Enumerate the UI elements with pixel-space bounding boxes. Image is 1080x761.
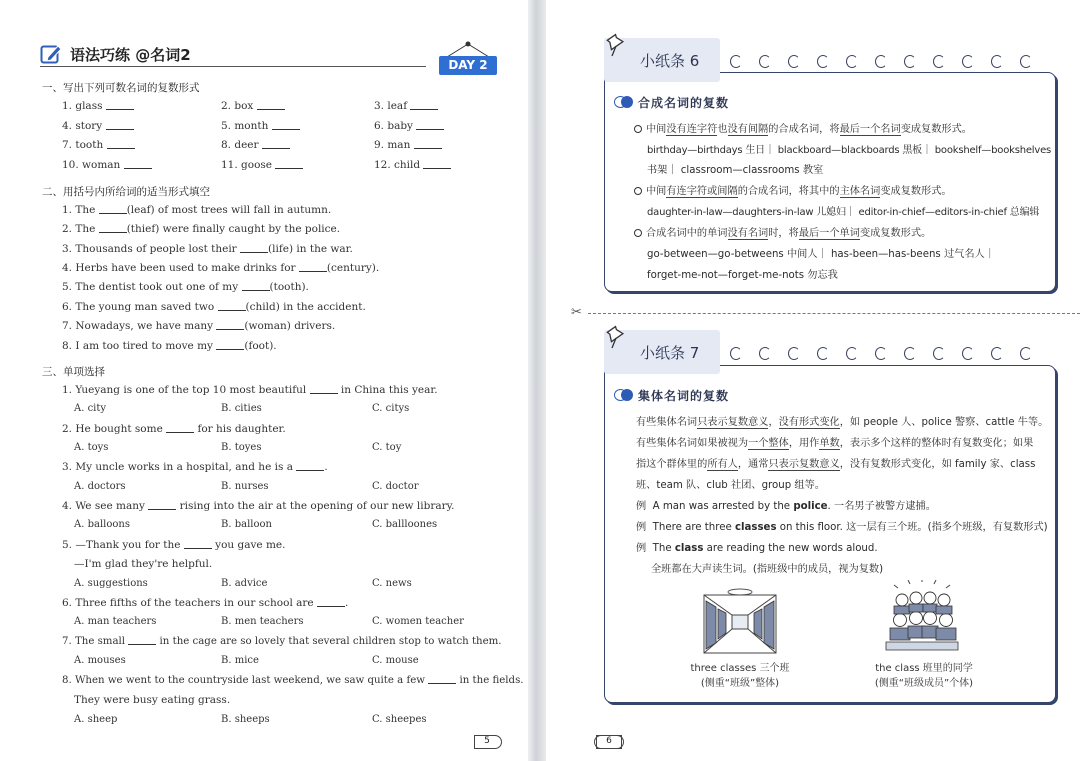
answer-blank[interactable] bbox=[299, 271, 327, 272]
s3-question: 5. —Thank you for the you gave me. bbox=[62, 539, 286, 551]
option-b[interactable]: B. advice bbox=[221, 578, 268, 589]
note6-tab bbox=[604, 38, 720, 82]
example-line: go-between—go-betweens 中间人｜ has-been—has-beens 过气名人｜ bbox=[647, 249, 995, 260]
option-a[interactable]: A. city bbox=[74, 403, 107, 414]
s1-item: 7. tooth bbox=[62, 139, 135, 151]
option-b[interactable]: B. cities bbox=[221, 403, 262, 414]
option-a[interactable]: A. doctors bbox=[74, 481, 126, 492]
caption-line2: (侧重“班级成员”个体) bbox=[874, 678, 974, 689]
option-c[interactable]: C. ballloones bbox=[372, 519, 438, 530]
option-c[interactable]: C. news bbox=[372, 578, 412, 589]
s2-item: 8. I am too tired to move my (foot). bbox=[62, 340, 277, 352]
answer-blank[interactable] bbox=[184, 548, 212, 549]
option-b[interactable]: B. nurses bbox=[221, 481, 269, 492]
answer-blank[interactable] bbox=[106, 129, 134, 130]
s2-item: 5. The dentist took out one of my (tooth). bbox=[62, 281, 309, 293]
option-c[interactable]: C. citys bbox=[372, 403, 410, 414]
rule-line: 中间没有连字符也没有间隔的合成名词，将最后一个名词变成复数形式。 bbox=[634, 120, 972, 135]
answer-blank[interactable] bbox=[257, 109, 285, 110]
answer-blank[interactable] bbox=[128, 644, 156, 645]
option-a[interactable]: A. suggestions bbox=[74, 578, 148, 589]
left-page bbox=[0, 0, 528, 761]
answer-blank[interactable] bbox=[218, 310, 246, 311]
bullet-icon bbox=[634, 187, 642, 195]
s2-item: 7. Nowadays, we have many (woman) drivers. bbox=[62, 320, 336, 332]
day-badge bbox=[439, 40, 497, 76]
scissors-icon: ✂ bbox=[571, 305, 582, 320]
section3-heading: 三、单项选择 bbox=[42, 366, 105, 378]
s3-question: 2. He bought some for his daughter. bbox=[62, 423, 286, 435]
answer-blank[interactable] bbox=[216, 349, 244, 350]
note6-label: 小纸条 6 bbox=[640, 52, 700, 70]
paragraph-line: 班、team 队、club 社团、group 组等。 bbox=[636, 480, 825, 491]
option-c[interactable]: C. women teacher bbox=[372, 616, 464, 627]
s3-question: 3. My uncle works in a hospital, and he is a . bbox=[62, 461, 328, 473]
answer-blank[interactable] bbox=[148, 509, 176, 510]
section2-heading: 二、用括号内所给词的适当形式填空 bbox=[42, 186, 210, 198]
day-label: DAY 2 bbox=[439, 56, 497, 75]
note6-heading: 合成名词的复数 bbox=[638, 96, 730, 110]
s1-item: 10. woman bbox=[62, 159, 152, 171]
answer-blank[interactable] bbox=[240, 252, 268, 253]
s1-item: 4. story bbox=[62, 120, 134, 132]
s1-item: 8. deer bbox=[221, 139, 290, 151]
example-sentence: 例 The class are reading the new words aloud. bbox=[636, 543, 878, 554]
answer-blank[interactable] bbox=[262, 148, 290, 149]
s1-item: 3. leaf bbox=[374, 100, 438, 112]
answer-blank[interactable] bbox=[242, 290, 270, 291]
paragraph-line: 指这个群体里的所有人，通常只表示复数意义，没有复数形式变化，如 family 家、class bbox=[636, 459, 1036, 470]
s3-question-line2: They were busy eating grass. bbox=[74, 694, 231, 706]
note7-heading: 集体名词的复数 bbox=[638, 389, 730, 403]
s1-item: 2. box bbox=[221, 100, 285, 112]
s1-item: 1. glass bbox=[62, 100, 134, 112]
bullet-icon bbox=[634, 229, 642, 237]
page-header bbox=[40, 43, 426, 67]
option-a[interactable]: A. man teachers bbox=[74, 616, 157, 627]
option-a[interactable]: A. mouses bbox=[74, 655, 126, 666]
example-line: daughter-in-law—daughters-in-law 儿媳妇｜ editor-in-chief—editors-in-chief 总编辑 bbox=[647, 207, 1040, 218]
answer-blank[interactable] bbox=[106, 109, 134, 110]
answer-blank[interactable] bbox=[124, 168, 152, 169]
option-a[interactable]: A. balloons bbox=[74, 519, 130, 530]
example-line: 书架｜ classroom—classrooms 教室 bbox=[647, 165, 824, 176]
example-line: birthday—birthdays 生日｜ blackboard—blackboards 黑板｜ bookshelf—bookshelves bbox=[647, 145, 1052, 156]
s3-question: 7. The small in the cage are so lovely that several children stop to watch them. bbox=[62, 636, 502, 647]
caption-line1: three classes 三个班 bbox=[690, 663, 790, 674]
s2-item: 1. The (leaf) of most trees will fall in autumn. bbox=[62, 204, 332, 216]
option-b[interactable]: B. balloon bbox=[221, 519, 272, 530]
s3-question: 4. We see many rising into the air at the opening of our new library. bbox=[62, 500, 455, 512]
toggle-icon bbox=[614, 96, 636, 108]
s3-question: 6. Three fifths of the teachers in our school are . bbox=[62, 597, 349, 609]
toggle-icon bbox=[614, 389, 636, 401]
corridor-illustration bbox=[700, 585, 780, 655]
s3-question-line2: —I'm glad they're helpful. bbox=[74, 558, 213, 570]
answer-blank[interactable] bbox=[107, 148, 135, 149]
option-b[interactable]: B. sheeps bbox=[221, 714, 270, 725]
binder-rings bbox=[730, 347, 1050, 363]
students-illustration bbox=[880, 580, 964, 656]
answer-blank[interactable] bbox=[317, 606, 345, 607]
pushpin-icon bbox=[602, 32, 632, 62]
note7-label: 小纸条 7 bbox=[640, 344, 700, 362]
answer-blank[interactable] bbox=[272, 129, 300, 130]
example-translation: 全班都在大声读生词。(指班级中的成员，视为复数) bbox=[651, 564, 884, 575]
paragraph-line: 有些集体名词如果被视为一个整体，用作单数，表示多个这样的整体时有复数变化；如果 bbox=[636, 438, 1034, 449]
bullet-icon bbox=[634, 125, 642, 133]
s3-question: 1. Yueyang is one of the top 10 most beautiful in China this year. bbox=[62, 384, 438, 396]
option-b[interactable]: B. mice bbox=[221, 655, 259, 666]
option-a[interactable]: A. sheep bbox=[74, 714, 118, 725]
note7-tab bbox=[604, 330, 720, 374]
answer-blank[interactable] bbox=[296, 470, 324, 471]
section1-heading: 一、写出下列可数名词的复数形式 bbox=[42, 82, 200, 94]
pushpin-icon bbox=[602, 324, 632, 354]
answer-blank[interactable] bbox=[216, 329, 244, 330]
answer-blank[interactable] bbox=[275, 168, 303, 169]
option-c[interactable]: C. sheepes bbox=[372, 714, 427, 725]
option-b[interactable]: B. men teachers bbox=[221, 616, 304, 627]
answer-blank[interactable] bbox=[414, 148, 442, 149]
option-c[interactable]: C. mouse bbox=[372, 655, 419, 666]
s2-item: 6. The young man saved two (child) in the accident. bbox=[62, 301, 366, 313]
caption-line2: (侧重“班级”整体) bbox=[700, 678, 780, 689]
s2-item: 2. The (thief) were finally caught by the police. bbox=[62, 223, 341, 235]
book-gutter bbox=[528, 0, 546, 761]
answer-blank[interactable] bbox=[166, 432, 194, 433]
example-line: forget-me-not—forget-me-nots 勿忘我 bbox=[647, 270, 838, 281]
binder-rings bbox=[730, 55, 1050, 71]
s1-item: 9. man bbox=[374, 139, 442, 151]
option-c[interactable]: C. toy bbox=[372, 442, 402, 453]
caption-line1: the class 班里的同学 bbox=[875, 663, 973, 674]
answer-blank[interactable] bbox=[428, 683, 456, 684]
rule-line: 中间有连字符或间隔的合成名词，将其中的主体名词变成复数形式。 bbox=[634, 182, 952, 197]
option-b[interactable]: B. toyes bbox=[221, 442, 262, 453]
s1-item: 11. goose bbox=[221, 159, 303, 171]
answer-blank[interactable] bbox=[99, 213, 127, 214]
s2-item: 4. Herbs have been used to make drinks for (century). bbox=[62, 262, 380, 274]
answer-blank[interactable] bbox=[416, 129, 444, 130]
example-sentence: 例 There are three classes on this floor. 这一层有三个班。(指多个班级，有复数形式) bbox=[636, 522, 1048, 533]
s1-item: 12. child bbox=[374, 159, 451, 171]
option-c[interactable]: C. doctor bbox=[372, 481, 419, 492]
s1-item: 6. baby bbox=[374, 120, 444, 132]
answer-blank[interactable] bbox=[99, 232, 127, 233]
page-number: 6 bbox=[596, 735, 622, 748]
page-number: 5 bbox=[474, 735, 500, 748]
answer-blank[interactable] bbox=[423, 168, 451, 169]
cut-line bbox=[588, 313, 1080, 314]
paragraph-line: 有些集体名词只表示复数意义，没有形式变化，如 people 人、police 警察、cattle 牛等。 bbox=[636, 417, 1049, 428]
rule-line: 合成名词中的单词没有名词时，将最后一个单词变成复数形式。 bbox=[634, 224, 931, 239]
answer-blank[interactable] bbox=[310, 393, 338, 394]
s2-item: 3. Thousands of people lost their (life) in the war. bbox=[62, 243, 353, 255]
pencil-edit-icon bbox=[40, 43, 62, 65]
s1-item: 5. month bbox=[221, 120, 300, 132]
s3-question: 8. When we went to the countryside last weekend, we saw quite a few in the fields. bbox=[62, 675, 524, 686]
example-sentence: 例 A man was arrested by the police. 一名男子被警方逮捕。 bbox=[636, 501, 936, 512]
page-title: 语法巧练 @名词2 bbox=[70, 46, 191, 64]
option-a[interactable]: A. toys bbox=[74, 442, 109, 453]
answer-blank[interactable] bbox=[410, 109, 438, 110]
